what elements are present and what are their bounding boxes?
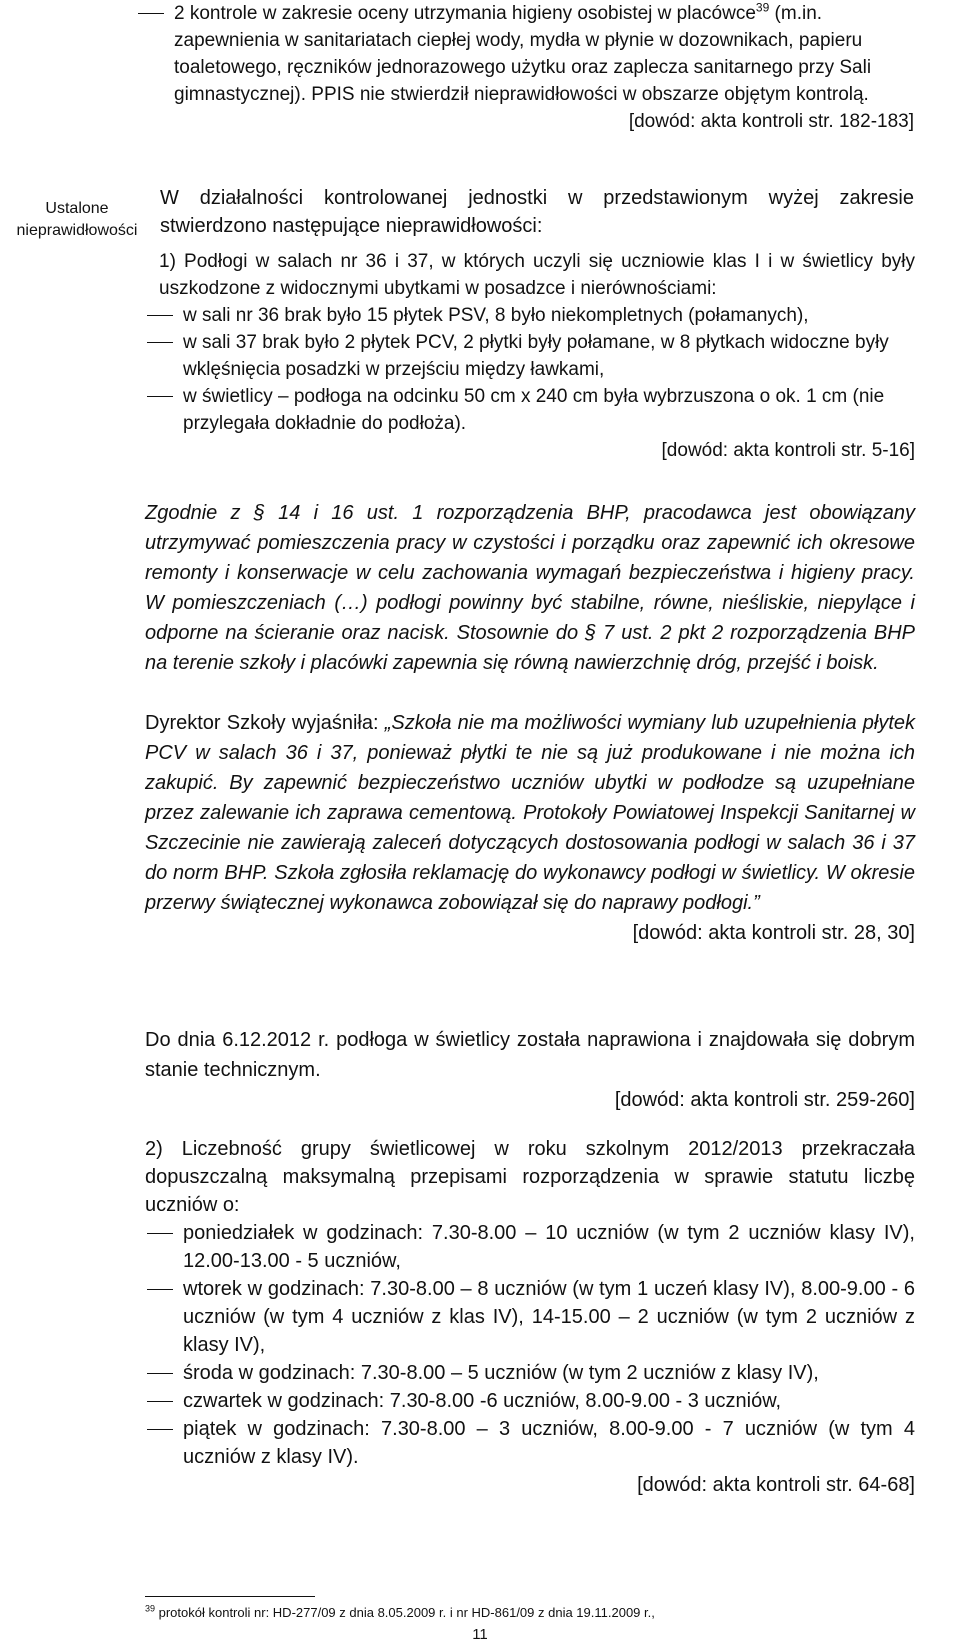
- finding-2-item: czwartek w godzinach: 7.30-8.00 -6 uczniów, 8.00-9.00 - 3 uczniów,: [145, 1387, 915, 1415]
- finding-1-heading: 1) Podłogi w salach nr 36 i 37, w których uczyli się uczniowie klas I i w świetlicy były uszkodzone z widocznymi ubytkami w posadzce i nierównościami:: [159, 251, 915, 299]
- finding-1-item: w sali 37 brak było 2 płytek PCV, 2 płytki były połamane, w 8 płytkach widoczne były wklęśnięcia posadzki w przejściu między ławkami,: [145, 329, 915, 383]
- finding-1-item: w świetlicy – podłoga na odcinku 50 cm x 240 cm była wybrzuszona o ok. 1 cm (nie przylegała dokładnie do podłoża).: [145, 383, 915, 437]
- finding-2-item: piątek w godzinach: 7.30-8.00 – 3 uczniów, 8.00-9.00 - 7 uczniów (w tym 4 uczniów z klasy IV).: [145, 1415, 915, 1471]
- footnote-divider: [145, 1596, 315, 1597]
- intro-text-cont: (m.in. zapewnienia w sanitariatach ciepłej wody, mydła w płynie w dozownikach, papieru toaletowego, ręczników jednorazowego użytku oraz zaplecza sanitarnego przy Sali gimnastycznej). PPIS nie stwierdził nieprawidłowości w obszarze objętym kontrolą.: [174, 3, 872, 105]
- intro-text: 2 kontrole w zakresie oceny utrzymania higieny osobistej w placówce: [174, 3, 756, 24]
- finding-2-heading: 2) Liczebność grupy świetlicowej w roku szkolnym 2012/2013 przekraczała dopuszczalną maksymalną przepisami rozporządzenia w sprawie statutu liczbę uczniów o:: [145, 1138, 915, 1216]
- intro-item: [136, 0, 914, 135]
- footnote-number: 39: [145, 1603, 156, 1614]
- evidence-ref: [dowód: akta kontroli str. 259-260]: [614, 1089, 915, 1111]
- repair-note: [145, 1025, 915, 1115]
- footnote: [145, 1605, 655, 1621]
- evidence-ref: [dowód: akta kontroli str. 64-68]: [637, 1474, 915, 1496]
- footnote-ref[interactable]: 39: [755, 0, 770, 15]
- finding-2-item: poniedziałek w godzinach: 7.30-8.00 – 10 uczniów (w tym 2 uczniów klasy IV), 12.00-13.00 - 5 uczniów,: [145, 1219, 915, 1275]
- side-label: Ustalone nieprawidłowości: [16, 200, 138, 239]
- footnote-text: protokół kontroli nr: HD-277/09 z dnia 8.05.2009 r. i nr HD-861/09 z dnia 19.11.2009 r.,: [155, 1605, 655, 1620]
- finding-1: [145, 248, 915, 464]
- finding-1-item: w sali nr 36 brak było 15 płytek PSV, 8 było niekompletnych (połamanych),: [145, 302, 915, 329]
- page-number: 11: [472, 1626, 488, 1643]
- director-quote: „Szkoła nie ma możliwości wymiany lub uzupełnienia płytek PCV w salach 36 i 37, ponieważ płytki te nie są już produkowane i nie można ich zakupić. By zapewnić bezpieczeństwo uczniów ubytki w podłodze są uzupełniane przez zalewanie ich zaprawa cementową. Protokoły Powiatowej Inspekcji Sanitarnej w Szczecinie nie zawierają zaleceń dotyczących dostosowania podłogi w salach 36 i 37 do norm BHP. Szkoła zgłosiła reklamację do wykonawcy podłogi w świetlicy. W okresie przerwy świątecznej wykonawca zobowiązał się do naprawy podłogi.”: [145, 712, 916, 914]
- finding-2-item: wtorek w godzinach: 7.30-8.00 – 8 uczniów (w tym 1 uczeń klasy IV), 8.00-9.00 - 6 uczniów (w tym 4 uczniów z klas IV), 14-15.00 – 2 uczniów (w tym 2 uczniów z klasy IV),: [145, 1275, 915, 1359]
- evidence-ref: [dowód: akta kontroli str. 5-16]: [661, 440, 915, 461]
- evidence-ref: [dowód: akta kontroli str. 182-183]: [628, 111, 914, 132]
- finding-2: [145, 1135, 915, 1499]
- finding-2-item: środa w godzinach: 7.30-8.00 – 5 uczniów (w tym 2 uczniów z klasy IV),: [145, 1359, 915, 1387]
- director-intro: Dyrektor Szkoły wyjaśniła:: [145, 712, 385, 734]
- evidence-ref: [dowód: akta kontroli str. 28, 30]: [632, 922, 915, 944]
- repair-text: Do dnia 6.12.2012 r. podłoga w świetlicy została naprawiona i znajdowała się dobrym stanie technicznym.: [145, 1029, 915, 1081]
- lead-paragraph: W działalności kontrolowanej jednostki w przedstawionym wyżej zakresie stwierdzono następujące nieprawidłowości:: [160, 187, 914, 237]
- director-explanation: [145, 708, 915, 948]
- legal-basis: Zgodnie z § 14 i 16 ust. 1 rozporządzenia BHP, pracodawca jest obowiązany utrzymywać pomieszczenia pracy w czystości i porządku oraz zapewnić ich okresowe remonty i konserwacje w celu zachowania wymagań bezpieczeństwa i higieny pracy. W pomieszczeniach (…) podłogi powinny być stabilne, równe, nieśliskie, niepylące i odporne na ścieranie oraz nacisk. Stosownie do § 7 ust. 2 pkt 2 rozporządzenia BHP na terenie szkoły i placówki zapewnia się równą nawierzchnię dróg, przejść i boisk.: [145, 502, 915, 674]
